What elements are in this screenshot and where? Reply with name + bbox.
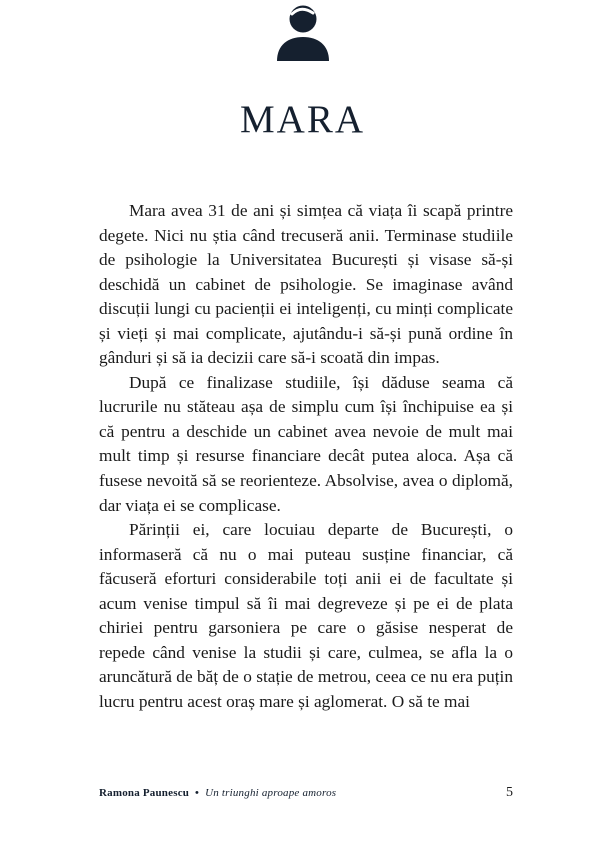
footer-separator: • bbox=[195, 787, 200, 799]
paragraph: Mara avea 31 de ani și simțea că viața îi scapă printre degete. Nici nu știa când trecuseră anii. Terminase studiile de psihologie la Universitatea București și visase să-și deschidă un cabinet de psihologie. Se imaginase având discuții lungi cu pacienții ei inteligenți, cu minți complicate și vieți și mai complicate, ajutându-i să-și pună ordine în gânduri și să ia decizii care să-i scoată din impas. bbox=[99, 201, 513, 368]
chapter-title: MARA bbox=[239, 98, 366, 141]
paragraph: Părinții ei, care locuiau departe de București, o informaseră că nu o mai puteau susține financiar, că făcuseră eforturi considerabile toți anii ei de facultate și acum venise timpul să îi mai degreveze și pe ei de plata chiriei pentru garsoniera pe care o găsise nesperat de repede când venise la studii și care, culmea, se afla la o aruncătură de băț de o stație de metrou, ceea ce nu era puțin lucru pentru acest oraș mare și aglomerat. O să te mai bbox=[99, 520, 513, 711]
footer-book-title: Un triunghi aproape amoros bbox=[205, 787, 337, 799]
paragraph: După ce finalizase studiile, își dăduse seama că lucrurile nu stăteau așa de simplu cum își închipuise ea și că pentru a deschide un cabinet avea nevoie de mult mai mult timp și resurse financiare decât putea aloca. Așa că fusese nevoită să se reorienteze. Absolvise, avea o diplomă, dar viața ei se complicase. bbox=[99, 372, 513, 515]
person-avatar-icon bbox=[272, 3, 334, 61]
body-text bbox=[99, 199, 513, 714]
footer-running-title bbox=[99, 787, 336, 799]
page-footer bbox=[99, 785, 513, 801]
footer-author: Ramona Paunescu bbox=[99, 787, 190, 799]
page-number: 5 bbox=[506, 785, 513, 800]
